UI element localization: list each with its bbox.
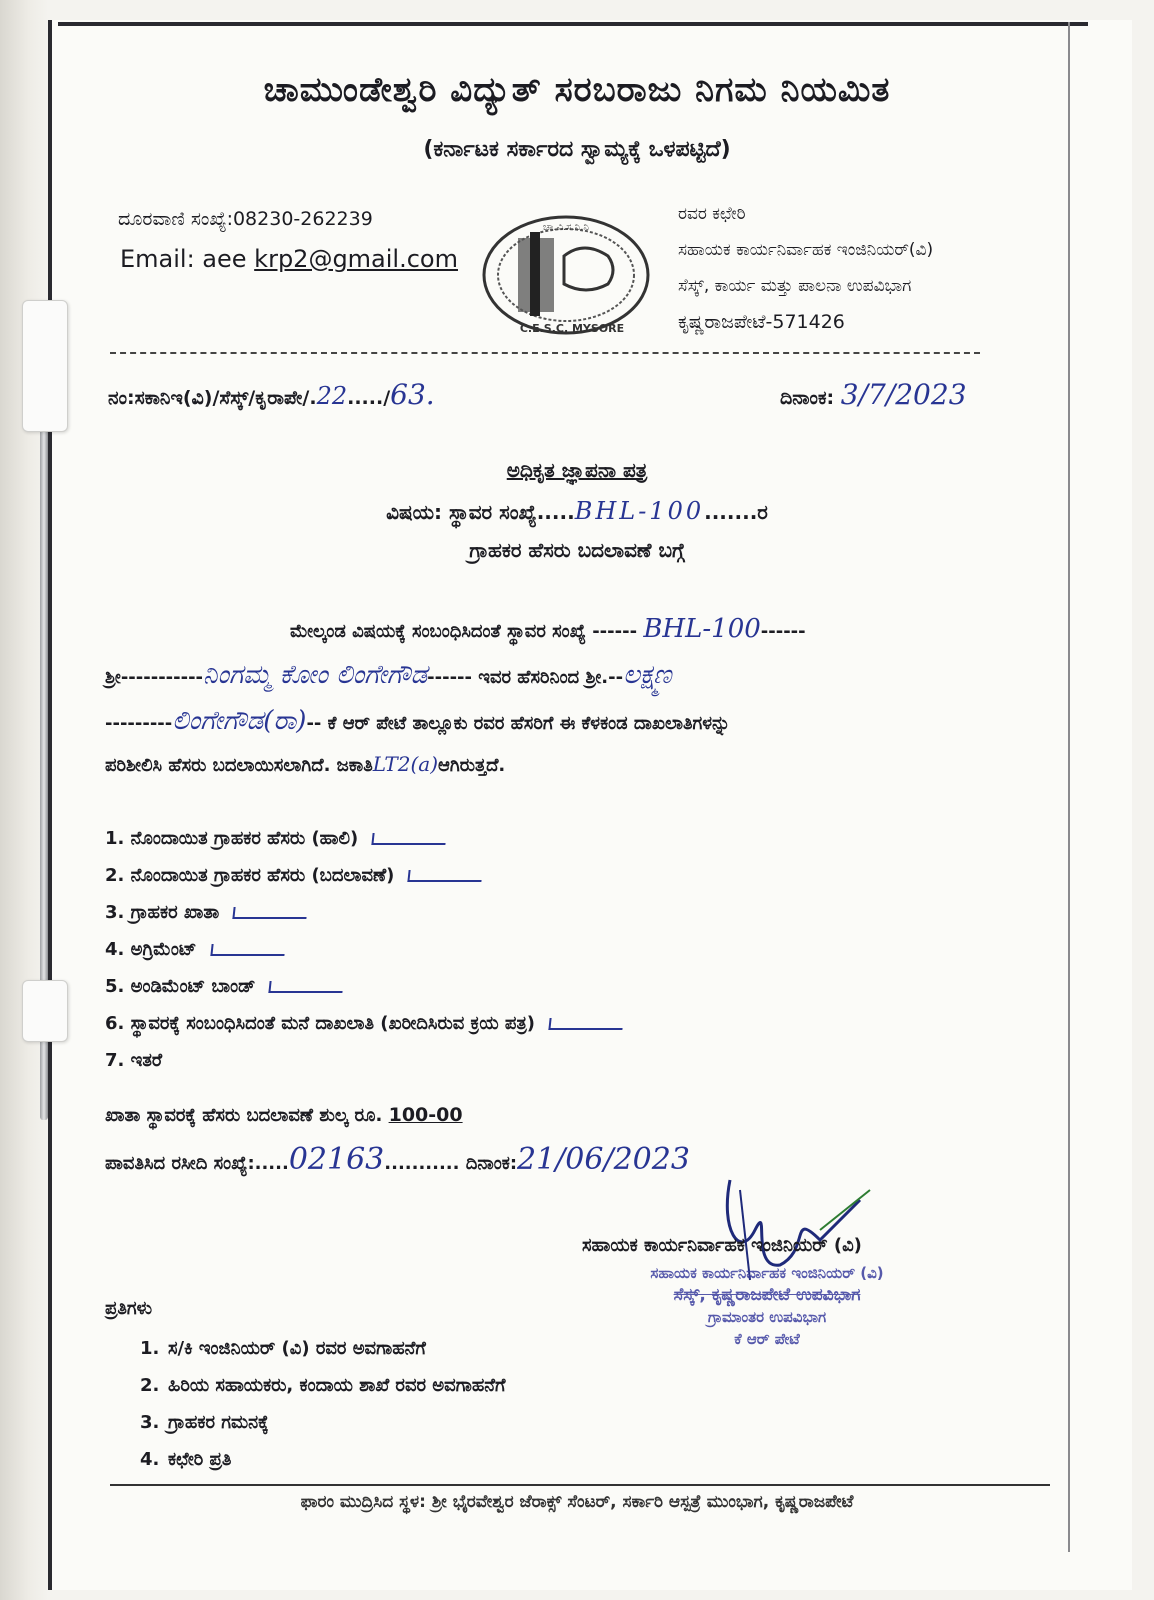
body-line-2	[105, 660, 1035, 691]
copies-heading: ಪ್ರತಿಗಳು	[105, 1298, 153, 1319]
reference-prefix: ನಂ:ಸಕಾನಿಇ(ವಿ)/ಸೆಸ್ಕ್/ಕೃರಾಪೇ/.	[108, 387, 317, 409]
reference-hand-number: 63.	[390, 378, 435, 411]
letter-date	[780, 378, 967, 411]
document-item: 7. ಇತರೆ	[105, 1050, 163, 1071]
logo-text-bottom: C.E.S.C. MYSORE	[519, 322, 625, 335]
office-line-2: ಸಹಾಯಕ ಕಾರ್ಯನಿರ್ವಾಹಕ ಇಂಜಿನಿಯರ್(ವಿ)	[678, 240, 934, 260]
header-divider	[110, 352, 980, 354]
reference-hand-year: 22	[316, 382, 348, 410]
previous-owner-name: ನಿಂಗಮ್ಮ ಕೋಂ ಲಿಂಗೇಗೌಡ	[203, 660, 428, 690]
new-owner-name: ಲಕ್ಷ್ಮಣ	[623, 660, 672, 690]
body-line-2-prefix: ಶ್ರೀ-----------	[105, 667, 204, 688]
email-link[interactable]: krp2@gmail.com	[254, 245, 458, 273]
document-item: 5. ಅಂಡಿಮೆಂಟ್ ಬಾಂಡ್	[105, 976, 623, 1013]
body-installation-number: BHL-100	[643, 614, 761, 644]
copies-list	[140, 1338, 505, 1486]
email-line	[120, 245, 458, 273]
office-line-4: ಕೃಷ್ಣರಾಜಪೇಟೆ-571426	[678, 311, 845, 333]
stamp-line-2: ಸೆಸ್ಕ್, ಕೃಷ್ಣರಾಜಪೇಟೆ ಉಪವಿಭಾಗ	[673, 1285, 861, 1305]
document-item: 2. ನೊಂದಾಯಿತ ಗ್ರಾಹಕರ ಹೆಸರು (ಬದಲಾವಣೆ)	[105, 865, 623, 902]
cesc-logo-icon	[476, 210, 656, 340]
document-item: 6. ಸ್ಥಾವರಕ್ಕೆ ಸಂಬಂಧಿಸಿದಂತೆ ಮನೆ ದಾಖಲಾತಿ (ಖರೀದಿಸಿರುವ ಕ್ರಯ ಪತ್ರ)	[105, 1013, 623, 1050]
subject-line-2: ಗ್ರಾಹಕರ ಹೆಸರು ಬದಲಾವಣೆ ಬಗ್ಗೆ	[469, 538, 685, 562]
fee-text: ಖಾತಾ ಸ್ಥಾವರಕ್ಕೆ ಹೆಸರು ಬದಲಾವಣೆ ಶುಲ್ಕ ರೂ.	[105, 1105, 389, 1126]
body-line-4-suffix: ಆಗಿರುತ್ತದೆ.	[438, 755, 506, 776]
page-right-border	[1068, 22, 1070, 1552]
office-address	[678, 196, 933, 340]
check-tick-icon	[210, 944, 285, 956]
body-line-4-text: ಪರಿಶೀಲಿಸಿ ಹೆಸರು ಬದಲಾಯಿಸಲಾಗಿದೆ. ಜಕಾತಿ	[105, 755, 373, 776]
body-line-1: ಮೇಲ್ಕಂಡ ವಿಷಯಕ್ಕೆ ಸಂಬಂಧಿಸಿದಂತೆ ಸ್ಥಾವರ ಸಂಖ್ಯೆ ------ BHL-100------	[290, 614, 806, 644]
fee-amount: 100-00	[388, 1104, 463, 1126]
letterhead-subtitle: (ಕರ್ನಾಟಕ ಸರ್ಕಾರದ ಸ್ವಾಮ್ಯಕ್ಕೆ ಒಳಪಟ್ಟಿದೆ)	[423, 137, 731, 162]
office-line-1: ರವರ ಕಛೇರಿ	[678, 204, 746, 224]
subject-line: ವಿಷಯ: ಸ್ಥಾವರ ಸಂಖ್ಯೆ.....BHL-100.......ರ	[386, 497, 768, 525]
documents-checklist	[105, 828, 623, 1087]
subject-suffix: ರ	[757, 500, 768, 524]
copy-item: 4. ಕಛೇರಿ ಪ್ರತಿ	[140, 1449, 232, 1470]
new-owner-name-cont: ಲಿಂಗೇಗೌಡ(ರಾ)	[172, 706, 307, 736]
reference-number	[108, 378, 435, 411]
receipt-date: 21/06/2023	[517, 1142, 690, 1177]
document-item: 4. ಅಗ್ರಿಮೆಂಟ್	[105, 939, 623, 976]
document-item: 1. ನೊಂದಾಯಿತ ಗ್ರಾಹಕರ ಹೆಸರು (ಹಾಲಿ)	[105, 828, 623, 865]
signatory-title: ಸಹಾಯಕ ಕಾರ್ಯನಿರ್ವಾಹಕ ಇಂಜಿನಿಯರ್ (ವಿ)	[582, 1235, 862, 1256]
receipt-label: ಪಾವತಿಸಿದ ರಸೀದಿ ಸಂಖ್ಯೆ:.....	[105, 1153, 289, 1174]
date-label: ದಿನಾಂಕ:	[780, 387, 835, 409]
email-label: Email: aee	[120, 245, 255, 273]
fee-line	[105, 1104, 463, 1126]
date-value: 3/7/2023	[840, 378, 967, 411]
footer-divider	[110, 1484, 1050, 1486]
copy-item: 1. ಸ/ಕಿ ಇಂಜಿನಿಯರ್ (ವಿ) ರವರ ಅವಗಾಹನೆಗೆ	[140, 1338, 426, 1359]
check-tick-icon	[408, 870, 483, 882]
stamp-line-4: ಕೆ ಆರ್ ಪೇಟೆ	[734, 1330, 800, 1348]
check-tick-icon	[269, 981, 344, 993]
check-tick-icon	[548, 1018, 623, 1030]
receipt-mid: ........... ದಿನಾಂಕ:	[384, 1153, 518, 1174]
receipt-number: 02163	[288, 1142, 385, 1177]
letterhead-title: ಚಾಮುಂಡೇಶ್ವರಿ ವಿದ್ಯುತ್ ಸರಬರಾಜು ನಿಗಮ ನಿಯಮಿತ	[263, 70, 891, 110]
copy-item: 3. ಗ್ರಾಹಕರ ಗಮನಕ್ಕೆ	[140, 1412, 269, 1433]
stamp-line-3: ಗ್ರಾಮಾಂತರ ಉಪವಿಭಾಗ	[707, 1308, 827, 1326]
body-line-3-prefix: ---------	[105, 713, 173, 734]
document-item: 3. ಗ್ರಾಹಕರ ಖಾತಾ	[105, 902, 623, 939]
official-stamp	[612, 1262, 922, 1350]
check-tick-icon	[372, 833, 447, 845]
tariff-value: LT2(a)	[372, 752, 439, 776]
copy-item: 2. ಹಿರಿಯ ಸಹಾಯಕರು, ಕಂದಾಯ ಶಾಖೆ ರವರ ಅವಗಾಹನೆಗೆ	[140, 1375, 506, 1396]
body-line-4	[105, 752, 1035, 776]
printer-footer: ಫಾರಂ ಮುದ್ರಿಸಿದ ಸ್ಥಳ: ಶ್ರೀ ಭೈರವೇಶ್ವರ ಜೆರಾಕ್ಸ್ ಸೆಂಟರ್, ಸರ್ಕಾರಿ ಆಸ್ಪತ್ರೆ ಮುಂಭಾಗ, ಕೃಷ್ಣರಾಜಪೇಟೆ	[300, 1492, 854, 1512]
office-line-3: ಸೆಸ್ಕ್, ಕಾರ್ಯ ಮತ್ತು ಪಾಲನಾ ಉಪವಿಭಾಗ	[678, 276, 912, 296]
body-line-2-mid: ------ ಇವರ ಹೆಸರಿನಿಂದ ಶ್ರೀ.--	[427, 667, 624, 688]
body-line-3	[105, 706, 1035, 737]
receipt-line	[105, 1142, 690, 1177]
reference-sep: ...../	[347, 387, 391, 409]
binder-clip-top	[22, 300, 68, 432]
body-line-1-text: ಮೇಲ್ಕಂಡ ವಿಷಯಕ್ಕೆ ಸಂಬಂಧಿಸಿದಂತೆ ಸ್ಥಾವರ ಸಂಖ್ಯೆ ------	[290, 621, 638, 642]
page-top-border	[58, 22, 1088, 26]
subject-label: ವಿಷಯ: ಸ್ಥಾವರ ಸಂಖ್ಯೆ	[386, 500, 537, 524]
binder-clip-bottom	[22, 980, 68, 1042]
body-line-3-text: -- ಕೆ ಆರ್ ಪೇಟೆ ತಾಲ್ಲೂಕು ರವರ ಹೆಸರಿಗೆ ಈ ಕೆಳಕಂಡ ದಾಖಲಾತಿಗಳನ್ನು	[306, 713, 731, 734]
logo-text-top: ಚಾ.ವಿ.ಸ.ನಿ.ನಿ	[543, 222, 589, 233]
stamp-line-1: ಸಹಾಯಕ ಕಾರ್ಯನಿರ್ವಾಹಕ ಇಂಜಿನಿಯರ್ (ವಿ)	[650, 1264, 884, 1282]
certificate-title: ಅಧಿಕೃತ ಜ್ಞಾಪನಾ ಪತ್ರ	[506, 458, 648, 482]
subject-installation-number: BHL-100	[574, 497, 705, 525]
check-tick-icon	[233, 907, 308, 919]
phone-number: ದೂರವಾಣಿ ಸಂಖ್ಯೆ:08230-262239	[118, 208, 373, 230]
